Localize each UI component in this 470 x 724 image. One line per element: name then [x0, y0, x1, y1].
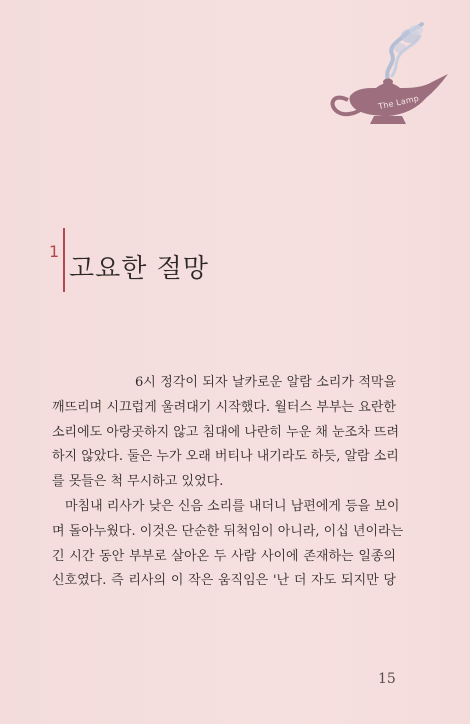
chapter-rule	[63, 228, 65, 292]
chapter-number: 1	[49, 242, 60, 261]
body-line: 를 못들은 척 무시하고 있었다.	[52, 474, 224, 490]
page-number: 15	[378, 671, 396, 687]
body-line: 마침내 리사가 낮은 신음 소리를 내더니 남편에게 등을 보이	[65, 498, 400, 514]
body-line: 소리에도 아랑곳하지 않고 침대에 나란히 누운 채 눈조차 뜨려	[52, 424, 400, 440]
body-line: 하지 않았다. 둘은 누가 오래 버티나 내기라도 하듯, 알람 소리	[52, 449, 399, 465]
body-line: 깨뜨리며 시끄럽게 울려대기 시작했다. 월터스 부부는 요란한	[52, 399, 396, 415]
genie-lamp-icon	[326, 22, 450, 130]
body-line: 긴 시간 동안 부부로 살아온 두 사람 사이에 존재하는 일종의	[52, 548, 396, 564]
body-text	[52, 371, 404, 594]
emblem-label: The Lamp	[377, 93, 420, 112]
chapter-title: 고요한 절망	[69, 254, 209, 284]
body-line: 신호였다. 즉 리사의 이 작은 움직임은 '난 더 자도 되지만 당	[52, 573, 396, 589]
body-line: 6시 정각이 되자 날카로운 알람 소리가 적막을	[135, 375, 396, 390]
body-line: 며 돌아누웠다. 이것은 단순한 뒤척임이 아니라, 이십 년이라는	[52, 523, 404, 539]
